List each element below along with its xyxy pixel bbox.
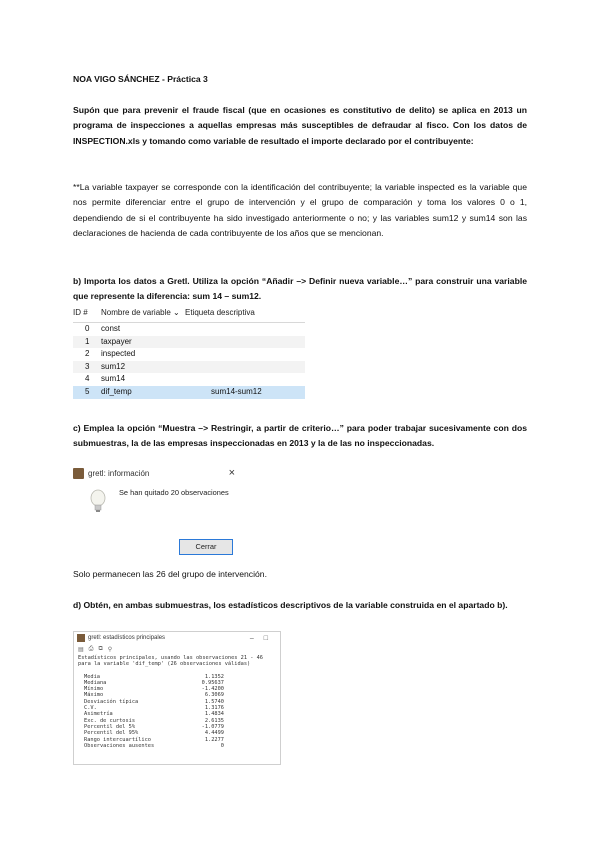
lightbulb-icon xyxy=(89,489,107,515)
window-controls[interactable]: –□ xyxy=(249,634,278,642)
dialog-title: gretl: información xyxy=(88,468,150,478)
stat-name: Media xyxy=(84,673,100,680)
dialog-titlebar xyxy=(73,465,243,481)
table-row[interactable] xyxy=(73,361,305,374)
col-id-header[interactable]: ID # xyxy=(73,308,88,317)
gretl-logo-icon xyxy=(73,468,84,479)
stat-name: Percentil del 5% xyxy=(84,723,136,730)
cell-name: sum12 xyxy=(101,361,126,371)
cell-label xyxy=(181,361,305,374)
table-row[interactable] xyxy=(73,386,305,399)
output-text xyxy=(74,654,280,750)
remaining-text: Solo permanecen las 26 del grupo de intervención. xyxy=(73,569,267,579)
output-header-line: para la variable 'dif_temp' (26 observaciones válidas) xyxy=(78,661,251,668)
cell-label: sum14-sum12 xyxy=(211,386,262,396)
variables-table xyxy=(73,308,305,400)
table-row[interactable] xyxy=(73,348,305,361)
stat-name: Máximo xyxy=(84,692,104,699)
stat-name: Exc. de curtosis xyxy=(84,717,136,724)
stat-name: Rango intercuartílico xyxy=(84,736,151,743)
stat-value: -1.0779 xyxy=(201,723,224,730)
stat-name: Desviación típica xyxy=(84,698,139,705)
cell-id: 0 xyxy=(85,324,90,333)
intro-paragraph: Supón que para prevenir el fraude fiscal (que en ocasiones es constitutivo de delito) se aplica en 2013 un programa de inspecciones a aquellas empresas más susceptibles de defraudar al fisco. Con los datos de INSPECTION.xls y tomando como variable de resultado el importe declarado por el contribuyente: xyxy=(73,105,527,146)
close-icon[interactable]: × xyxy=(228,467,235,479)
cell-id: 3 xyxy=(85,361,90,371)
close-button[interactable]: Cerrar xyxy=(179,539,233,555)
cell-name: const xyxy=(101,324,121,333)
table-row[interactable] xyxy=(73,373,305,386)
copy-icon[interactable]: ⧉ xyxy=(98,645,103,652)
cell-name: inspected xyxy=(101,349,136,359)
window-toolbar xyxy=(74,644,280,654)
col-name-header[interactable]: Nombre de variable ⌄ xyxy=(101,308,180,317)
stat-name: Mediana xyxy=(84,679,107,686)
stat-value: 0.95637 xyxy=(201,679,224,686)
section-d-heading: d) Obtén, en ambas submuestras, los estadísticos descriptivos de la variable construida en el apartado b). xyxy=(73,600,508,610)
page-title: NOA VIGO SÁNCHEZ - Práctica 3 xyxy=(73,74,208,84)
search-icon[interactable]: ⚲ xyxy=(107,646,113,653)
output-header-line: Estadísticos principales, usando las observaciones 21 - 46 xyxy=(78,655,263,661)
cell-label xyxy=(181,323,305,336)
stat-value: 6.3069 xyxy=(204,692,224,699)
cell-label xyxy=(181,336,305,349)
save-icon[interactable]: ▤ xyxy=(78,646,84,653)
stat-value: 1.1352 xyxy=(204,673,224,680)
section-c-heading: c) Emplea la opción “Muestra –> Restringir, a partir de criterio…” para poder trabajar sucesivamente con dos submuestras, la de las empresas inspeccionadas en 2013 y la de las no inspeccionadas. xyxy=(73,423,527,449)
gretl-output-window xyxy=(73,631,281,765)
cell-label xyxy=(181,373,305,386)
print-icon[interactable]: ⎙ xyxy=(88,645,94,652)
stat-name: C.V. xyxy=(84,705,97,712)
cell-name: sum14 xyxy=(101,374,126,384)
stat-value: 1.2277 xyxy=(204,736,224,743)
gretl-logo-icon xyxy=(77,634,85,642)
table-row[interactable] xyxy=(73,336,305,349)
stat-value: 4.4499 xyxy=(204,730,224,737)
stat-name: Asimetría xyxy=(84,711,113,718)
stat-value: 0 xyxy=(220,742,224,749)
note-paragraph: **La variable taxpayer se corresponde con la identificación del contribuyente; la variable inspected es la variable que nos permite diferenciar entre el grupo de intervención y el grupo de comparación y toma los valores 0 o 1, dependiendo de si el contribuyente ha sido investigado anteriormente o no; y las variables sum12 y sum14 son las declaraciones de hacienda de cada contribuyente de los años que se mencionan. xyxy=(73,182,527,239)
info-dialog xyxy=(73,465,243,560)
cell-id: 5 xyxy=(85,386,90,396)
stat-name: Observaciones ausentes xyxy=(84,742,155,749)
dialog-message: Se han quitado 20 observaciones xyxy=(119,488,229,497)
window-titlebar xyxy=(74,632,280,644)
stat-value: 1.3176 xyxy=(204,705,224,712)
stat-value: 2.6135 xyxy=(204,717,224,724)
cell-id: 1 xyxy=(85,336,90,346)
table-row[interactable] xyxy=(73,323,305,336)
table-header xyxy=(73,308,305,323)
chevron-down-icon: ⌄ xyxy=(173,308,180,317)
stat-value: 1.5740 xyxy=(204,698,224,705)
cell-name: taxpayer xyxy=(101,336,132,346)
col-label-header[interactable]: Etiqueta descriptiva xyxy=(185,308,255,317)
cell-label xyxy=(181,348,305,361)
stat-name: Mínimo xyxy=(84,686,104,693)
stat-name: Percentil del 95% xyxy=(84,730,139,737)
cell-name: dif_temp xyxy=(101,386,132,396)
stat-row xyxy=(78,743,276,749)
cell-id: 4 xyxy=(85,374,90,384)
stat-value: 1.4834 xyxy=(204,711,224,718)
stat-value: -1.4200 xyxy=(201,686,224,693)
cell-id: 2 xyxy=(85,349,90,359)
window-title: gretl: estadísticos principales xyxy=(88,635,166,641)
section-b-heading: b) Importa los datos a Gretl. Utiliza la opción “Añadir –> Definir nueva variable…” para construir una variable que represente la diferencia: sum 14 – sum12. xyxy=(73,276,527,302)
